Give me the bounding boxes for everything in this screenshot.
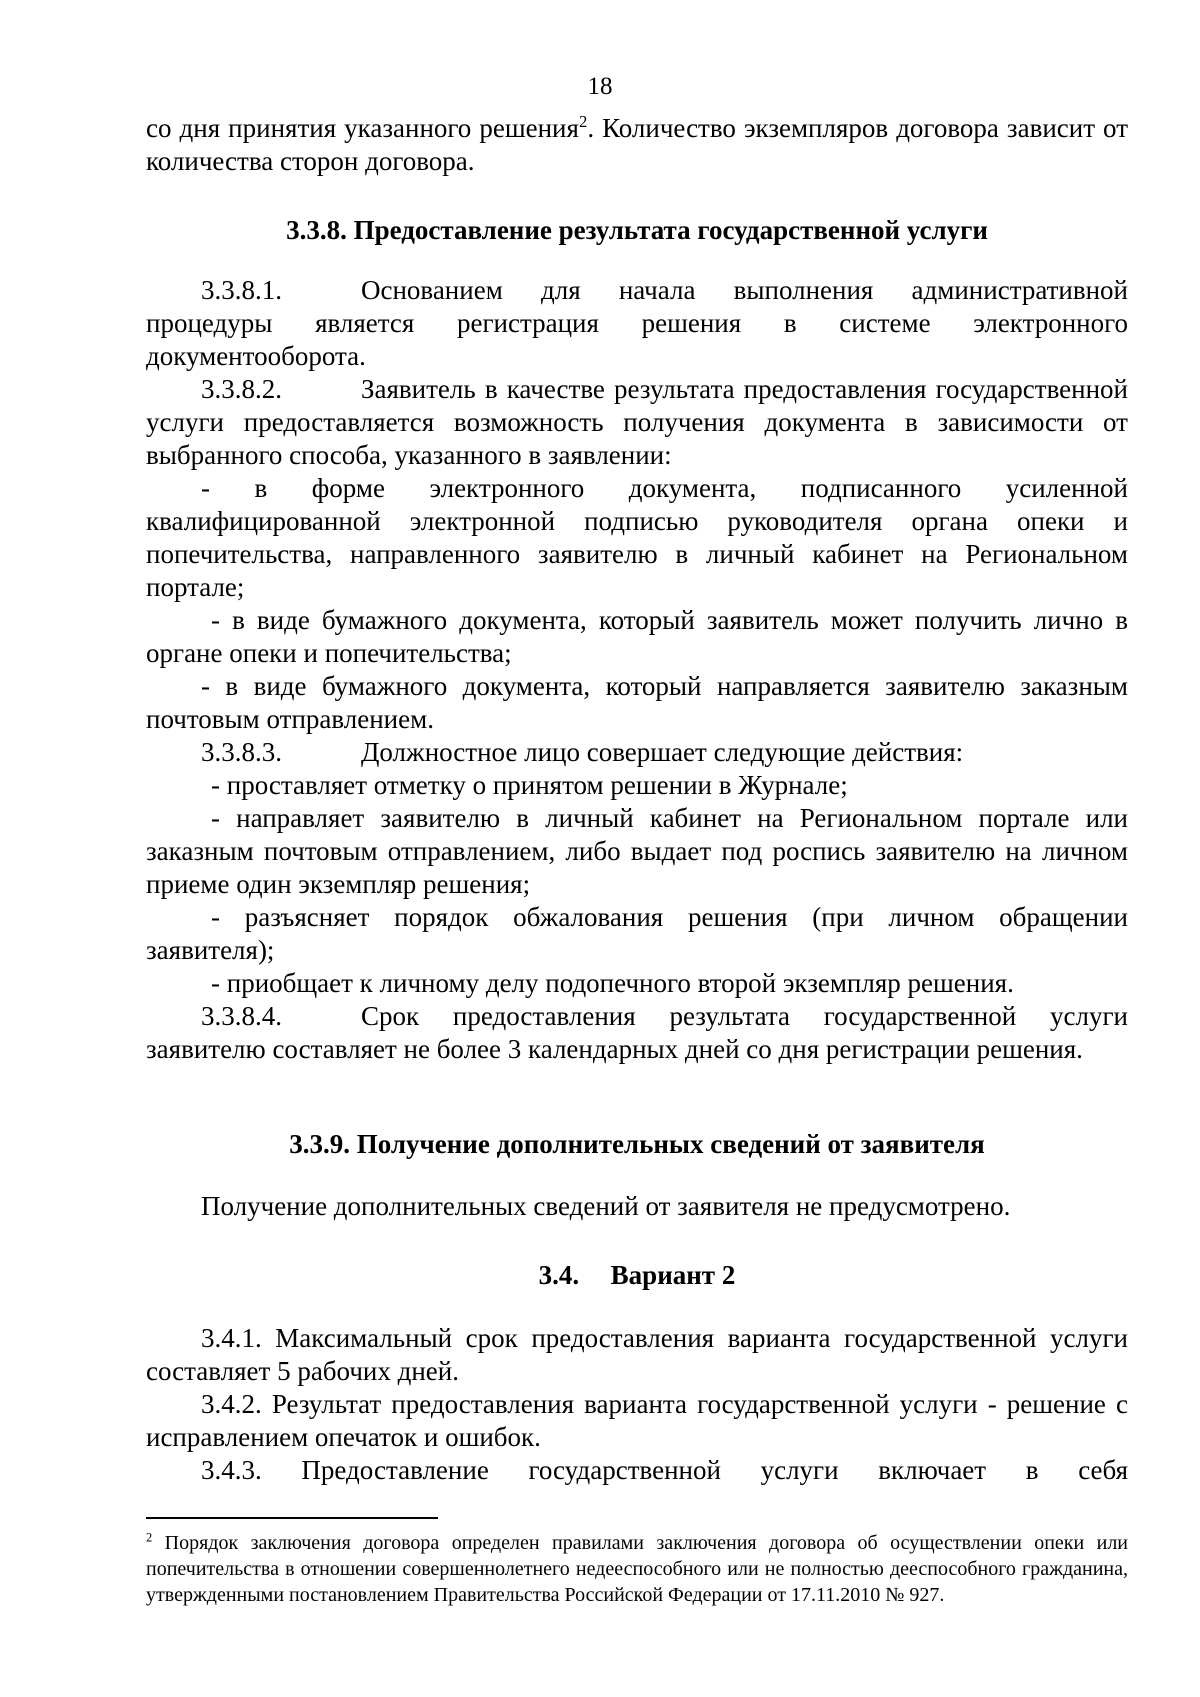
- paragraph-continuation: [146, 112, 1128, 178]
- clause-text: Основанием для начала выполнения административной процедуры является регистрация решения в системе электронного документооборота.: [146, 275, 1128, 371]
- page-number: 18: [587, 73, 613, 100]
- list-item: - в виде бумажного документа, который направляется заявителю заказным почтовым отправлением.: [146, 671, 1128, 734]
- clause-number: 3.3.8.3.: [201, 737, 282, 767]
- paragraph-3-4-3: 3.4.3. Предоставление государственной услуги включает в себя: [201, 1455, 1128, 1485]
- paragraph-3-4-2: 3.4.2. Результат предоставления варианта государственной услуги - решение с исправлением опечаток и ошибок.: [146, 1389, 1128, 1452]
- list-item: - разъясняет порядок обжалования решения (при личном обращении заявителя);: [146, 902, 1128, 965]
- heading-title: Вариант 2: [610, 1260, 736, 1290]
- section-heading-3-3-9-block: [146, 1128, 1128, 1161]
- section-heading-3-3-8-block: [146, 214, 1128, 247]
- paragraph-3-3-9: Получение дополнительных сведений от заявителя не предусмотрено.: [201, 1191, 1011, 1221]
- paragraph-3-3-8-1: [146, 274, 1128, 373]
- clause-number: 3.3.8.4.: [201, 1001, 282, 1031]
- list-item: - в виде бумажного документа, который заявитель может получить лично в органе опеки и попечительства;: [146, 605, 1128, 668]
- clause-text: Заявитель в качестве результата предоставления государственной услуги предоставляется возможность получения документа в зависимости от выбранного способа, указанного в заявлении:: [146, 374, 1128, 470]
- subsection-3-3-8-body: [146, 274, 1128, 1066]
- footnote-mark: 2: [146, 1530, 153, 1545]
- footnote: [146, 1530, 1128, 1608]
- clause-number: 3.3.8.1.: [201, 275, 282, 305]
- paragraph-3-3-8-3: [146, 736, 1128, 769]
- section-heading-3-3-8: 3.3.8. Предоставление результата государственной услуги: [286, 215, 988, 245]
- paragraph-3-3-8-2: [146, 373, 1128, 472]
- clause-text: Срок предоставления результата государственной услуги заявителю составляет не более 3 календарных дней со дня регистрации решения.: [146, 1001, 1128, 1064]
- section-heading-3-4-block: [146, 1259, 1128, 1292]
- section-heading-3-3-9: 3.3.9. Получение дополнительных сведений от заявителя: [289, 1129, 985, 1159]
- clause-number: 3.3.8.2.: [201, 374, 282, 404]
- footnote-text: Порядок заключения договора определен правилами заключения договора об осуществлении опеки или попечительства в отношении совершеннолетнего недееспособного или не полностью дееспособного гражданина, утвержденными постановлением Правительства Российской Федерации от 17.11.2010 № 927.: [146, 1532, 1128, 1606]
- paragraph-3-3-8-4: [146, 1000, 1128, 1066]
- section-heading-3-4: [146, 1259, 1128, 1292]
- paragraph-3-4-1: 3.4.1. Максимальный срок предоставления варианта государственной услуги составляет 5 рабочих дней.: [146, 1323, 1128, 1386]
- paragraph-text: . Количество экземпляров договора зависит от количества сторон договора.: [146, 113, 1128, 176]
- subsection-3-3-9-body: [146, 1190, 1128, 1223]
- list-item: - в форме электронного документа, подписанного усиленной квалифицированной электронной подписью руководителя органа опеки и попечительства, направленного заявителю в личный кабинет на Региональном портале;: [146, 473, 1128, 602]
- clause-text: Должностное лицо совершает следующие действия:: [361, 737, 964, 767]
- heading-number: 3.4.: [538, 1260, 580, 1290]
- subsection-3-4-body: [146, 1322, 1128, 1487]
- footnote-separator: [146, 1517, 438, 1519]
- list-item: - приобщает к личному делу подопечного второй экземпляр решения.: [211, 968, 1014, 998]
- list-item: - направляет заявителю в личный кабинет на Региональном портале или заказным почтовым отправлением, либо выдает под роспись заявителю на личном приеме один экземпляр решения;: [146, 803, 1128, 899]
- paragraph-text: со дня принятия указанного решения: [146, 113, 579, 143]
- continuation-block: [146, 112, 1128, 178]
- list-item: - проставляет отметку о принятом решении в Журнале;: [211, 770, 848, 800]
- footnote-ref: 2: [578, 112, 588, 131]
